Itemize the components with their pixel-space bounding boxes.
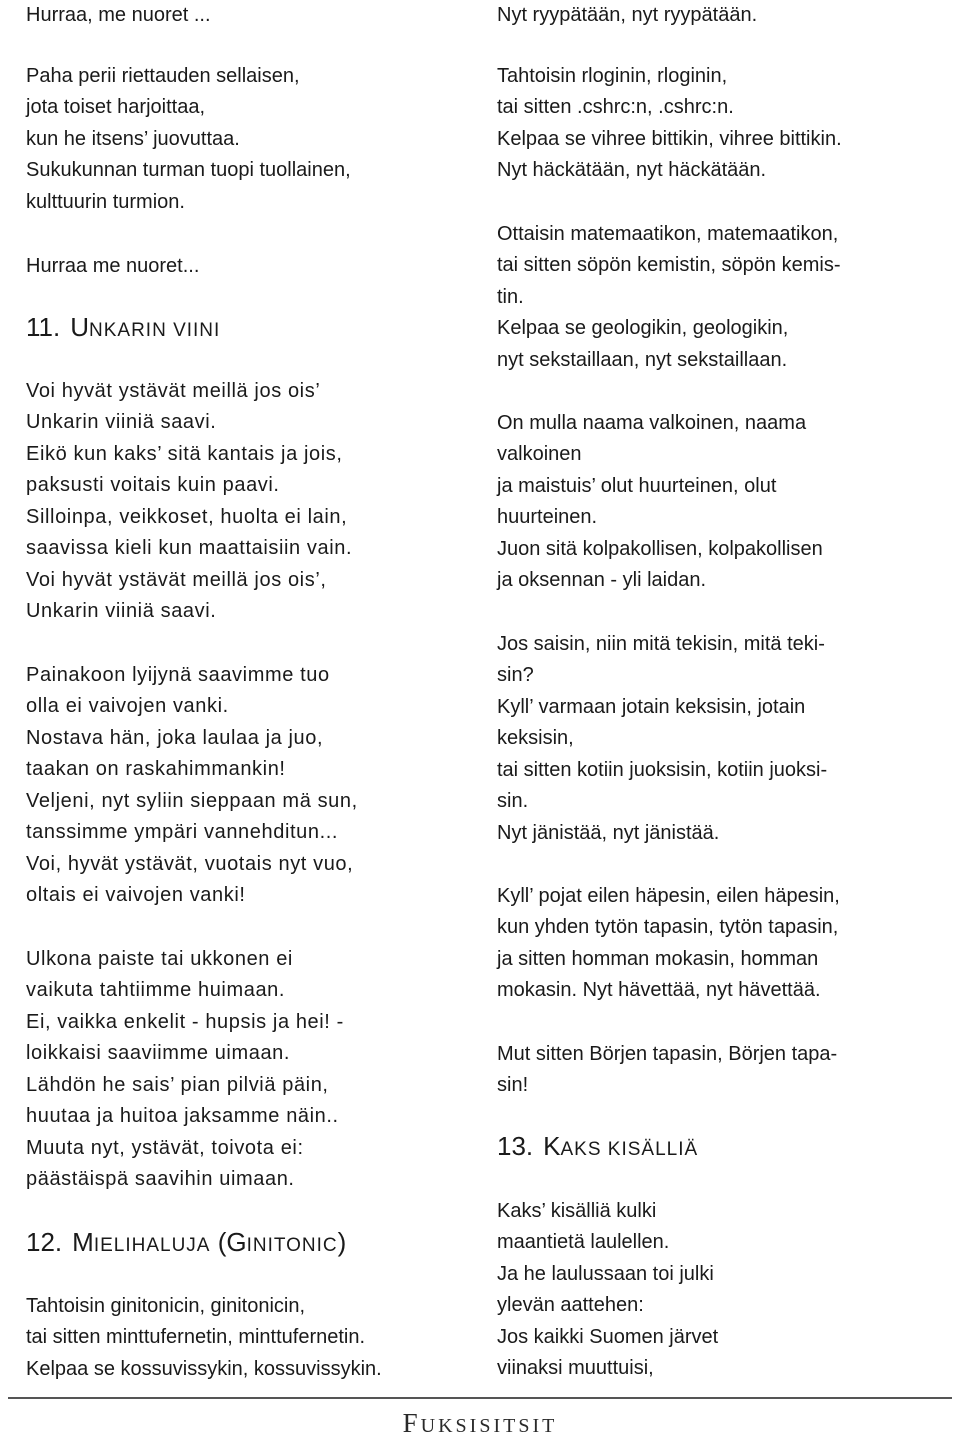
text-line: tai sitten kotiin juoksisin, kotiin juoksi- [497,759,828,781]
text-line: ja oksennan - yli laidan. [497,569,707,591]
text-line: ja sitten homman mokasin, homman [497,948,819,970]
text-line: tai sitten söpön kemistin, söpön kemis- [497,254,841,276]
text-line: kun he itsens’ juovuttaa. [26,128,240,150]
heading-number: 13. [497,1131,534,1161]
text-line: kulttuurin turmion. [26,191,185,213]
text-line: huutaa ja huitoa jaksamme näin.. [26,1105,339,1127]
text-line: Muuta nyt, ystävät, toivota ei: [26,1137,304,1159]
text-line: päästäispä saavihin uimaan. [26,1168,295,1190]
text-line: viinaksi muuttuisi, [497,1357,654,1379]
text-line: Juon sitä kolpakollisen, kolpakollisen [497,538,823,560]
text-line: Kelpaa se geologikin, geologikin, [497,317,789,339]
footer-rest: UKSISITSIT [420,1415,558,1437]
text-line: Sukukunnan turman tuopi tuollainen, [26,159,351,181]
text-line: Kaks’ kisälliä kulki [497,1200,657,1222]
text-line: sin. [497,790,529,812]
text-line: maantietä laulellen. [497,1231,670,1253]
text-line: Voi hyvät ystävät meillä jos ois’, [26,569,327,591]
footer-initial: F [402,1408,421,1438]
text-line: Veljeni, nyt syliin sieppaan mä sun, [26,790,358,812]
text-line: Painakoon lyijynä saavimme tuo [26,664,330,686]
text-line: loikkaisi saaviimme uimaan. [26,1042,291,1064]
text-line: kun yhden tytön tapasin, tytön tapasin, [497,916,839,938]
heading-initial: G [226,1227,247,1257]
text-line: nyt sekstaillaan, nyt sekstaillaan. [497,349,788,371]
footer-divider [8,1397,952,1399]
text-line: On mulla naama valkoinen, naama [497,412,807,434]
text-line: Unkarin viiniä saavi. [26,411,217,433]
text-line: vaikuta tahtiimme huimaan. [26,979,286,1001]
text-line: tin. [497,286,524,308]
text-line: Nyt jänistää, nyt jänistää. [497,822,720,844]
text-line: Kyll’ varmaan jotain keksisin, jotain [497,696,806,718]
text-line: sin! [497,1074,529,1096]
text-line: Silloinpa, veikkoset, huolta ei lain, [26,506,348,528]
text-line: tai sitten minttufernetin, minttufernetin. [26,1326,366,1348]
text-line: olla ei vaivojen vanki. [26,695,229,717]
text-line: Hurraa me nuoret... [26,255,200,277]
page-footer [0,1408,960,1439]
song-heading-11 [26,310,220,344]
text-line: Nostava hän, joka laulaa ja juo, [26,727,324,749]
heading-rest: IELIHALUJA [93,1235,211,1256]
text-line: Jos kaikki Suomen järvet [497,1326,719,1348]
song-heading-12 [26,1225,346,1259]
text-line: Hurraa, me nuoret ... [26,4,211,26]
text-line: Voi hyvät ystävät meillä jos ois’ [26,380,321,402]
text-line: tanssimme ympäri vannehditun... [26,821,339,843]
text-line: Ulkona paiste tai ukkonen ei [26,948,293,970]
text-line: Paha perii riettauden sellaisen, [26,65,300,87]
text-line: Kelpaa se vihree bittikin, vihree bittikin. [497,128,842,150]
text-line: Kelpaa se kossuvissykin, kossuvissykin. [26,1358,382,1380]
text-line: oltais ei vaivojen vanki! [26,884,246,906]
text-line: paksusti voitais kuin paavi. [26,474,280,496]
text-line: mokasin. Nyt hävettää, nyt hävettää. [497,979,821,1001]
text-line: Nyt häckätään, nyt häckätään. [497,159,767,181]
heading-number: 11. [26,312,61,342]
text-line: sin? [497,664,534,686]
text-line: Mut sitten Börjen tapasin, Börjen tapa- [497,1043,838,1065]
text-line: Nyt ryypätään, nyt ryypätään. [497,4,758,26]
heading-rest: AKS KISÄLLIÄ [560,1139,699,1160]
heading-paren-open: ( [210,1227,227,1257]
text-line: huurteinen. [497,506,598,528]
heading-paren-close: ) [337,1227,347,1257]
text-line: valkoinen [497,443,582,465]
text-line: tai sitten .cshrc:n, .cshrc:n. [497,96,734,118]
text-line: taakan on raskahimmankin! [26,758,286,780]
heading-initial: U [70,312,89,342]
text-line: saavissa kieli kun maattaisiin vain. [26,537,353,559]
text-line: ylevän aattehen: [497,1294,644,1316]
heading-initial: M [72,1227,94,1257]
text-line: jota toiset harjoittaa, [26,96,205,118]
text-line: Lähdön he sais’ pian pilviä päin, [26,1074,329,1096]
text-line: keksisin, [497,727,574,749]
text-line: Ei, vaikka enkelit - hupsis ja hei! - [26,1011,344,1033]
song-heading-13 [497,1129,698,1163]
text-line: Jos saisin, niin mitä tekisin, mitä teki- [497,633,825,655]
heading-initial: K [543,1131,561,1161]
heading-number: 12. [26,1227,63,1257]
text-line: ja maistuis’ olut huurteinen, olut [497,475,777,497]
text-line: Eikö kun kaks’ sitä kantais ja jois, [26,443,343,465]
text-line: Tahtoisin ginitonicin, ginitonicin, [26,1295,306,1317]
heading-rest: NKARIN VIINI [89,320,221,341]
heading-rest: INITONIC [246,1235,338,1256]
text-line: Unkarin viiniä saavi. [26,600,217,622]
text-line: Voi, hyvät ystävät, vuotais nyt vuo, [26,853,354,875]
text-line: Ja he laulussaan toi julki [497,1263,714,1285]
text-line: Ottaisin matemaatikon, matemaatikon, [497,223,839,245]
text-line: Kyll’ pojat eilen häpesin, eilen häpesin, [497,885,840,907]
text-line: Tahtoisin rloginin, rloginin, [497,65,728,87]
